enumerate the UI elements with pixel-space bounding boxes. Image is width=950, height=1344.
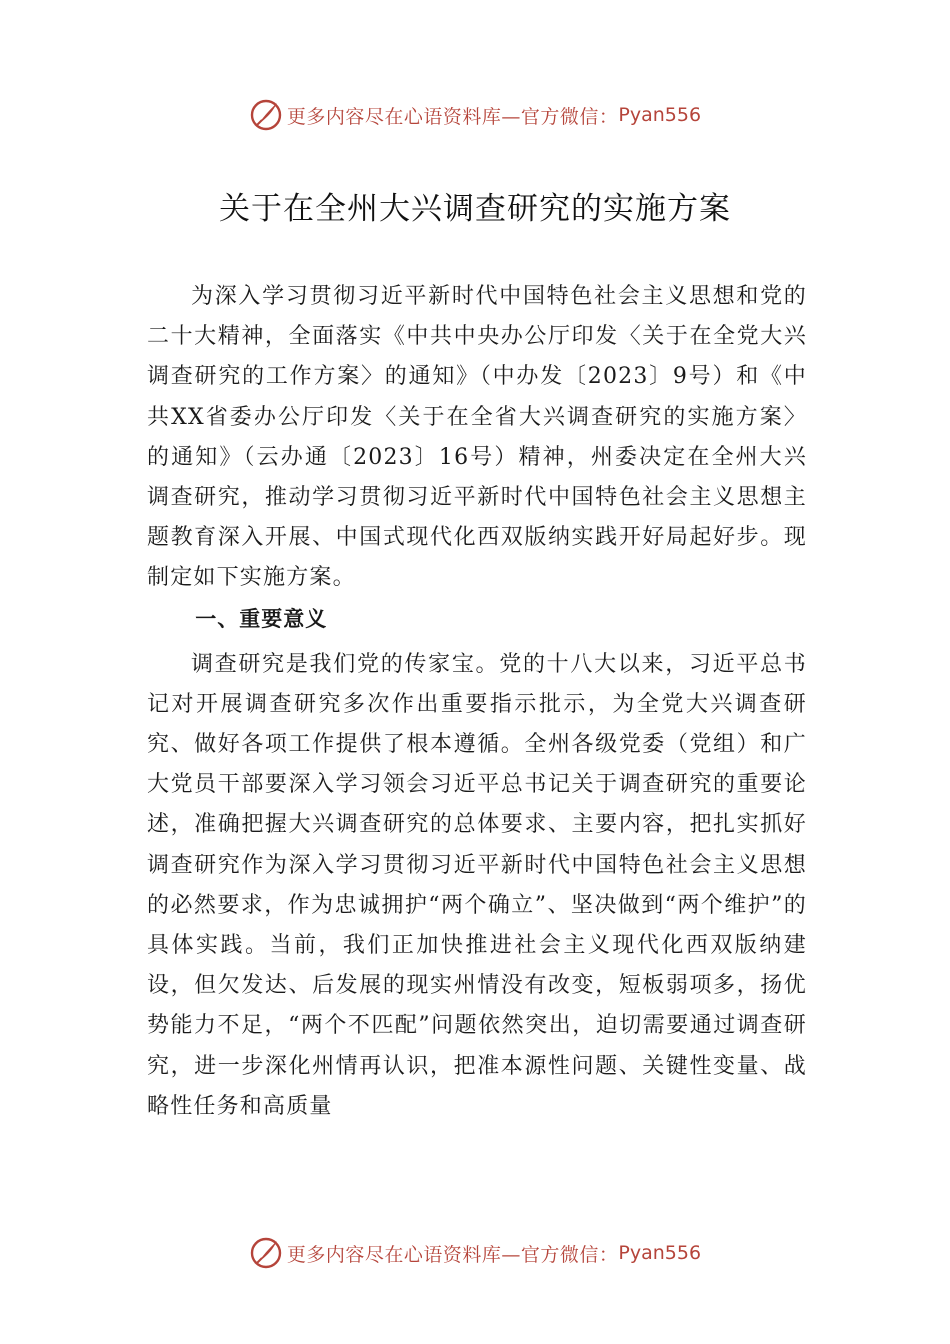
watermark-handle: Pyan556 [618, 1242, 702, 1264]
header-watermark [0, 95, 950, 135]
document-title: 关于在全州大兴调查研究的实施方案 [219, 191, 731, 227]
quill-logo-icon [249, 98, 283, 132]
section-paragraph: 调查研究是我们党的传家宝。党的十八大以来，习近平总书记对开展调查研究多次作出重要指示批示，为全党大兴调查研究、做好各项工作提供了根本遵循。全州各级党委（党组）和广大党员干部要深入学习领会习近平总书记关于调查研究的重要论述，准确把握大兴调查研究的总体要求、主要内容，把扎实抓好调查研究作为深入学习贯彻习近平新时代中国特色社会主义思想的必然要求，作为忠诚拥护“两个确立”、坚决做到“两个维护”的具体实践。当前，我们正加快推进社会主义现代化西双版纳建设，但欠发达、后发展的现实州情没有改变，短板弱项多，扬优势能力不足，“两个不匹配”问题依然突出，迫切需要通过调查研究，进一步深化州情再认识，把准本源性问题、关键性变量、战略性任务和高质量 [147, 651, 807, 1119]
watermark-text: 更多内容尽在心语资料库—官方微信： [286, 105, 619, 128]
quill-logo-icon [249, 1236, 283, 1270]
section-heading: 一、重要意义 [195, 606, 328, 631]
document-body [147, 277, 807, 1127]
footer-watermark [0, 1233, 950, 1273]
intro-paragraph: 为深入学习贯彻习近平新时代中国特色社会主义思想和党的二十大精神，全面落实《中共中央办公厅印发〈关于在全党大兴调查研究的工作方案〉的通知》（中办发〔2023〕9号）和《中共XX省委办公厅印发〈关于在全省大兴调查研究的实施方案〉的通知》（云办通〔2023〕16号）精神，州委决定在全州大兴调查研究，推动学习贯彻习近平新时代中国特色社会主义思想主题教育深入开展、中国式现代化西双版纳实践开好局起好步。现制定如下实施方案。 [147, 284, 807, 591]
watermark-handle: Pyan556 [618, 104, 702, 126]
watermark-text: 更多内容尽在心语资料库—官方微信： [286, 1243, 619, 1266]
